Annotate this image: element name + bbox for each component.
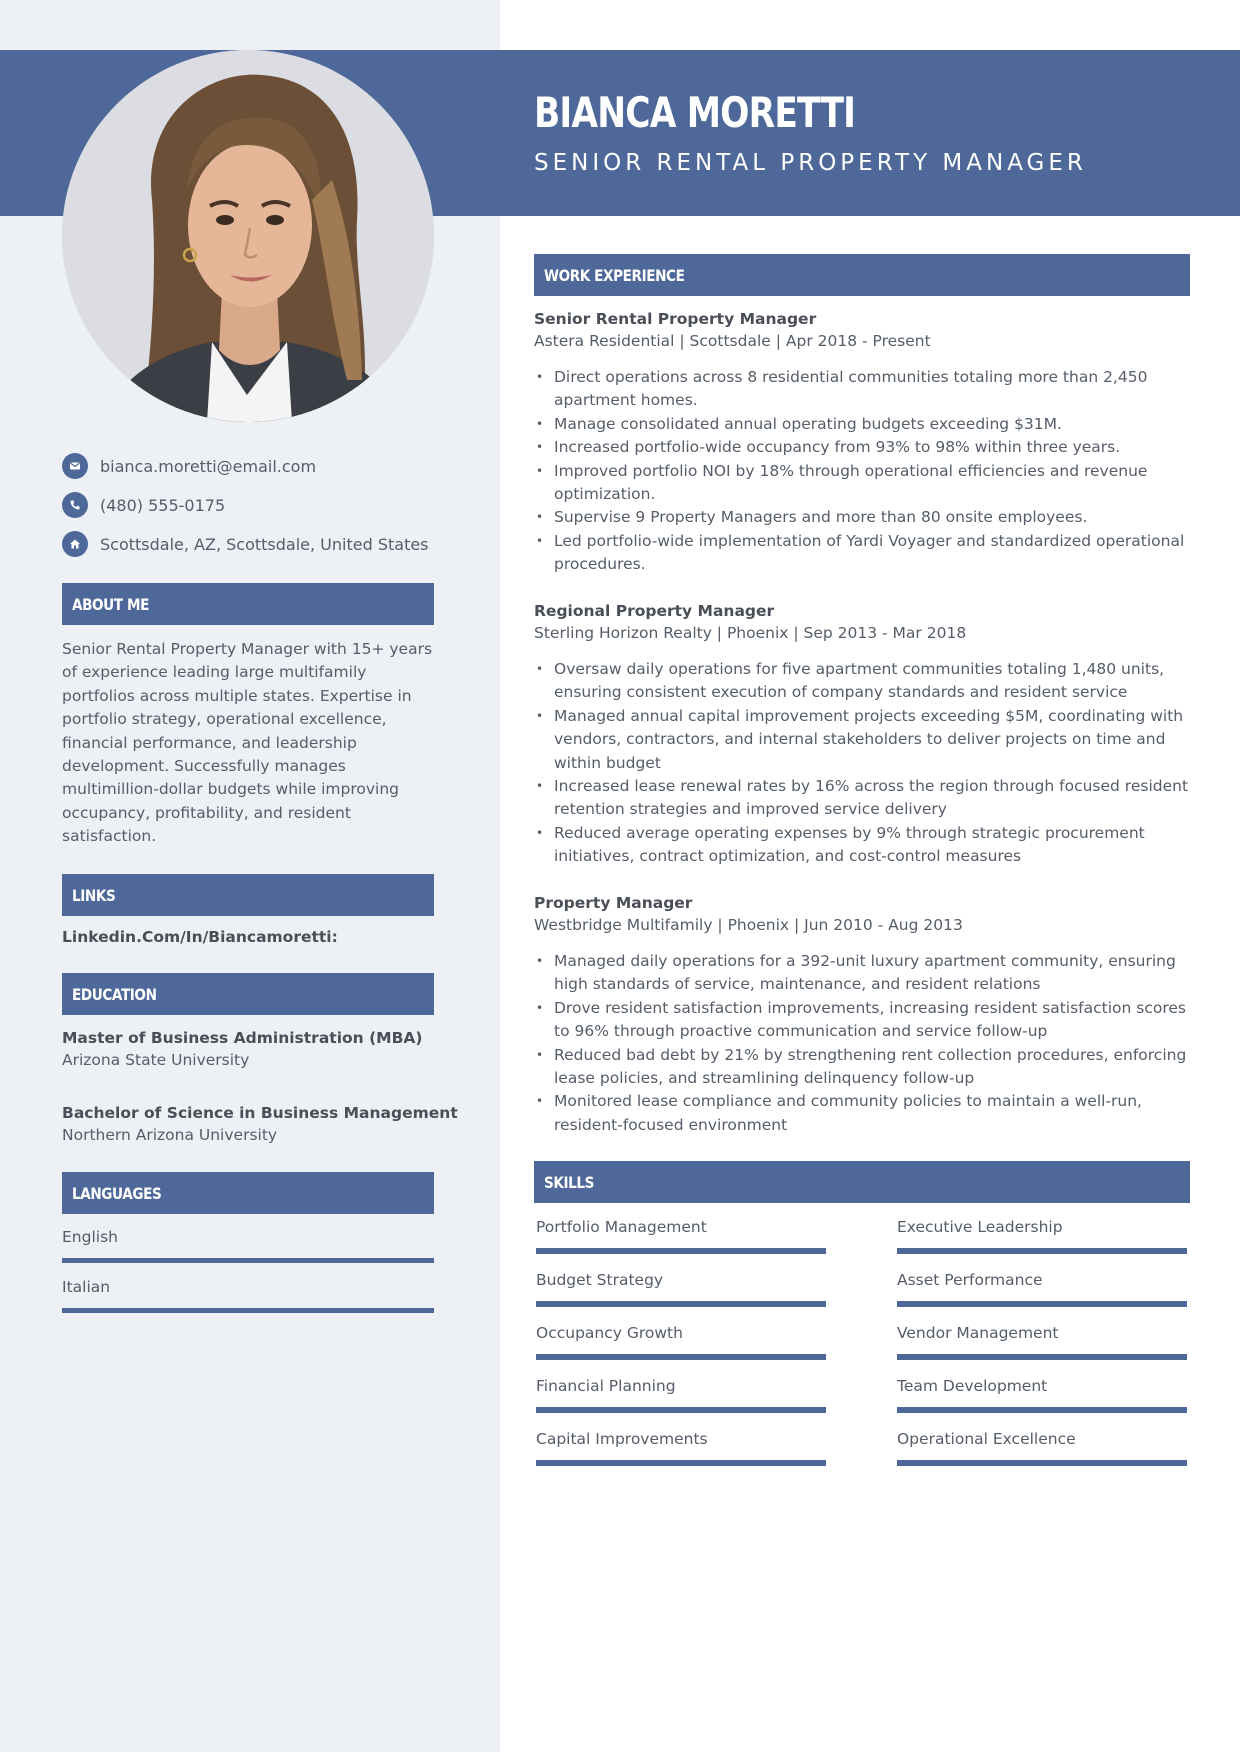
skill-level-bar: [536, 1407, 826, 1413]
email-text: bianca.moretti@email.com: [100, 456, 317, 476]
contact-location: [62, 531, 429, 557]
job-company: Sterling Horizon Realty | Phoenix | Sep 2013 - Mar 2018: [534, 624, 967, 642]
skills-heading: SKILLS: [544, 1172, 594, 1192]
job-entry: [534, 308, 1190, 577]
job-bullet: • Oversaw daily operations for five apartment communities totaling 1,480 units, ensuring consistent execution of company standards and resident service: [534, 658, 1190, 705]
experience-header: [534, 254, 1190, 296]
education-degree: Bachelor of Science in Business Management: [62, 1104, 458, 1122]
job-bullet: • Led portfolio-wide implementation of Yardi Voyager and standardized operational procedures.: [534, 530, 1190, 577]
skill-name: Team Development: [897, 1377, 1048, 1395]
languages-heading: LANGUAGES: [72, 1183, 162, 1203]
skill-name: Budget Strategy: [536, 1271, 664, 1289]
profile-photo: [62, 50, 434, 422]
job-entry: [534, 892, 1190, 1137]
language-level-bar: [62, 1258, 434, 1263]
language-level-bar: [62, 1308, 434, 1313]
education-header: [62, 973, 434, 1015]
language-name: English: [62, 1228, 118, 1246]
job-entry: [534, 600, 1190, 869]
skill-item: [897, 1271, 1189, 1307]
skill-name: Financial Planning: [536, 1377, 676, 1395]
job-company: Astera Residential | Scottsdale | Apr 2018 - Present: [534, 332, 931, 350]
job-bullet: • Increased lease renewal rates by 16% across the region through focused resident retention strategies and improved service delivery: [534, 775, 1190, 822]
links-header: [62, 874, 434, 916]
job-bullet: • Managed daily operations for a 392-unit luxury apartment community, ensuring high standards of service, maintenance, and resident relations: [534, 950, 1190, 997]
skill-level-bar: [536, 1460, 826, 1466]
education-school: Northern Arizona University: [62, 1126, 278, 1144]
job-bullet: • Reduced average operating expenses by 9% through strategic procurement initiatives, contract optimization, and cost-control measures: [534, 822, 1190, 869]
candidate-name: BIANCA MORETTI: [534, 88, 856, 137]
education-degree: Master of Business Administration (MBA): [62, 1029, 423, 1047]
candidate-title: SENIOR RENTAL PROPERTY MANAGER: [534, 150, 1087, 176]
job-role: Property Manager: [534, 894, 693, 912]
skill-name: Occupancy Growth: [536, 1324, 683, 1342]
skill-name: Portfolio Management: [536, 1218, 707, 1236]
experience-heading: WORK EXPERIENCE: [544, 265, 685, 285]
skill-item: [536, 1430, 828, 1466]
job-bullets: [534, 658, 1190, 869]
education-item: [62, 1027, 434, 1071]
job-company: Westbridge Multifamily | Phoenix | Jun 2010 - Aug 2013: [534, 916, 963, 934]
skill-item: [897, 1324, 1189, 1360]
skill-item: [536, 1271, 828, 1307]
languages-header: [62, 1172, 434, 1214]
skill-item: [536, 1324, 828, 1360]
skill-item: [897, 1218, 1189, 1254]
skill-item: [897, 1377, 1189, 1413]
job-bullet: • Increased portfolio-wide occupancy from 93% to 98% within three years.: [534, 436, 1190, 459]
skill-level-bar: [897, 1301, 1187, 1307]
skill-level-bar: [536, 1301, 826, 1307]
job-bullet: • Monitored lease compliance and community policies to maintain a well-run, resident-focused environment: [534, 1090, 1190, 1137]
skill-item: [536, 1218, 828, 1254]
about-heading: ABOUT ME: [72, 594, 149, 614]
job-bullet: • Improved portfolio NOI by 18% through operational efficiencies and revenue optimization.: [534, 460, 1190, 507]
phone-icon: [62, 492, 88, 518]
job-bullets: [534, 366, 1190, 577]
contact-phone[interactable]: [62, 492, 225, 518]
job-bullet: • Manage consolidated annual operating budgets exceeding $31M.: [534, 413, 1190, 436]
about-text: Senior Rental Property Manager with 15+ years of experience leading large multifamily portfolios across multiple states. Expertise in portfolio strategy, operational excellence, financial performance, and leadership development. Successfully manages multimillion-dollar budgets while improving occupancy, profitability, and resident satisfaction.: [62, 640, 433, 846]
skill-level-bar: [897, 1248, 1187, 1254]
about-section: [62, 638, 434, 849]
about-header: [62, 583, 434, 625]
job-bullet: • Reduced bad debt by 21% by strengthening rent collection procedures, enforcing lease policies, and streamlining delinquency follow-up: [534, 1044, 1190, 1091]
skill-level-bar: [536, 1354, 826, 1360]
education-heading: EDUCATION: [72, 984, 157, 1004]
job-bullet: • Drove resident satisfaction improvements, increasing resident satisfaction scores to 96% through proactive communication and service follow-up: [534, 997, 1190, 1044]
education-item: [62, 1102, 458, 1146]
job-role: Regional Property Manager: [534, 602, 775, 620]
skill-level-bar: [897, 1460, 1187, 1466]
skill-level-bar: [897, 1407, 1187, 1413]
skill-level-bar: [897, 1354, 1187, 1360]
job-bullet: • Managed annual capital improvement projects exceeding $5M, coordinating with vendors, contractors, and internal stakeholders to deliver projects on time and within budget: [534, 705, 1190, 775]
skill-level-bar: [536, 1248, 826, 1254]
skill-name: Executive Leadership: [897, 1218, 1063, 1236]
skill-name: Operational Excellence: [897, 1430, 1076, 1448]
contact-email[interactable]: [62, 453, 316, 479]
job-role: Senior Rental Property Manager: [534, 310, 817, 328]
skills-header: [534, 1161, 1190, 1203]
skill-name: Capital Improvements: [536, 1430, 708, 1448]
job-bullets: [534, 950, 1190, 1137]
skill-item: [536, 1377, 828, 1413]
skill-name: Asset Performance: [897, 1271, 1043, 1289]
language-name: Italian: [62, 1278, 111, 1296]
location-text: Scottsdale, AZ, Scottsdale, United States: [100, 534, 429, 554]
skill-name: Vendor Management: [897, 1324, 1059, 1342]
job-bullet: • Supervise 9 Property Managers and more than 80 onsite employees.: [534, 506, 1190, 529]
linkedin-link[interactable]: Linkedin.Com/In/Biancamoretti:: [62, 928, 338, 946]
links-heading: LINKS: [72, 885, 116, 905]
phone-text: (480) 555-0175: [100, 495, 226, 515]
skill-item: [897, 1430, 1189, 1466]
job-bullet: • Direct operations across 8 residential communities totaling more than 2,450 apartment homes.: [534, 366, 1190, 413]
home-icon: [62, 531, 88, 557]
mail-icon: [62, 453, 88, 479]
education-school: Arizona State University: [62, 1051, 250, 1069]
